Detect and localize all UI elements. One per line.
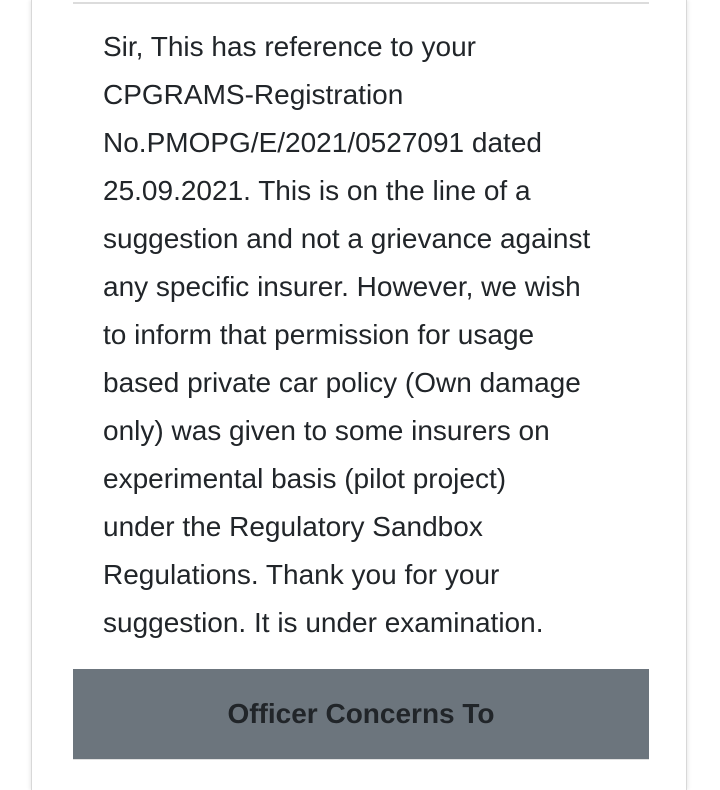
response-line: Regulations. Thank you for your (103, 559, 500, 590)
response-line: under the Regulatory Sandbox (103, 511, 483, 542)
response-line: No.PMOPG/E/2021/0527091 dated (103, 127, 542, 158)
response-line: CPGRAMS-Registration (103, 79, 404, 110)
grievance-detail-card (31, 0, 687, 790)
officer-concerns-label: Officer Concerns To (227, 698, 495, 729)
officer-concerns-header (73, 669, 649, 759)
top-divider (73, 2, 649, 4)
section-divider (73, 759, 649, 760)
grievance-response-text (103, 23, 633, 647)
response-line: to inform that permission for usage (103, 319, 535, 350)
response-line: 25.09.2021. This is on the line of a (103, 175, 531, 206)
response-line: any specific insurer. However, we wish (103, 271, 581, 302)
response-line: based private car policy (Own damage (103, 367, 581, 398)
response-line: suggestion. It is under examination. (103, 607, 544, 638)
response-line: experimental basis (pilot project) (103, 463, 507, 494)
response-line: suggestion and not a grievance against (103, 223, 591, 254)
response-line: only) was given to some insurers on (103, 415, 550, 446)
response-line: Sir, This has reference to your (103, 31, 476, 62)
